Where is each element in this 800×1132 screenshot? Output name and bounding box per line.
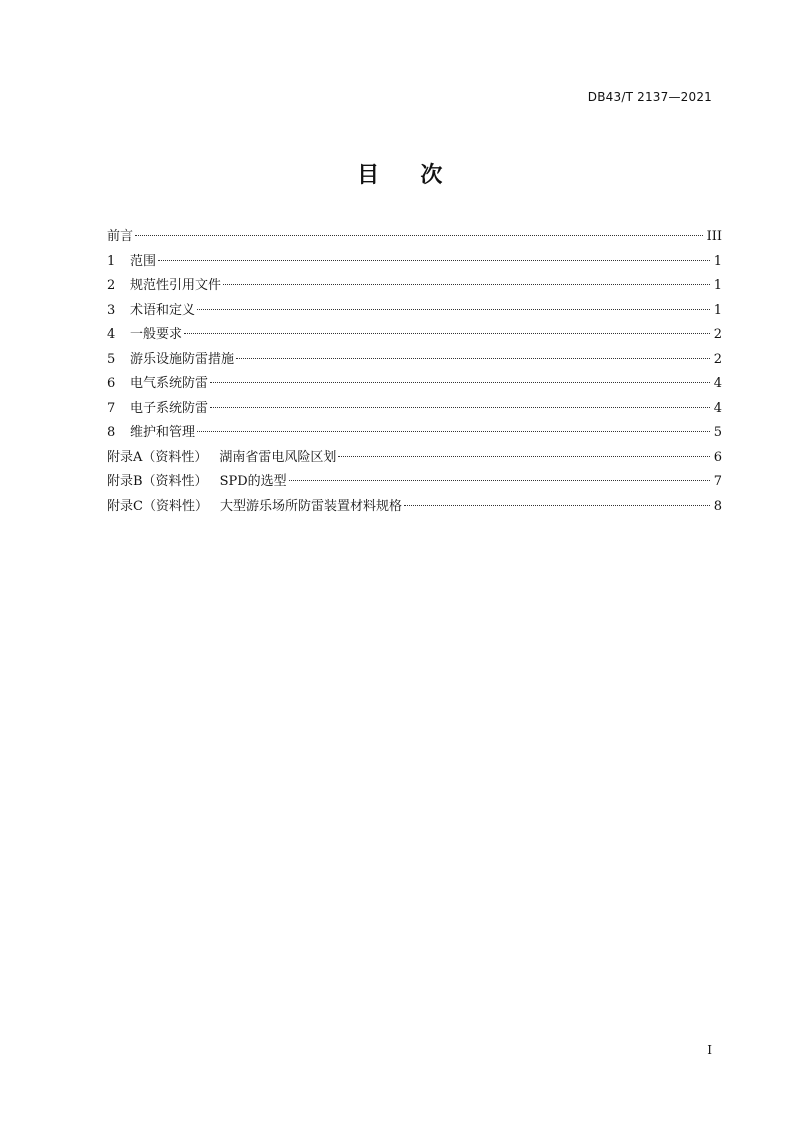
dot-leader: [338, 456, 709, 457]
toc-entry-page: 4: [713, 376, 722, 391]
toc-entry-appendix-b[interactable]: [107, 472, 722, 497]
dot-leader: [404, 505, 710, 506]
toc-entry-label: 维护和管理: [130, 425, 196, 440]
toc-entry-page: 1: [713, 278, 722, 293]
dot-leader: [210, 382, 710, 383]
toc-entry-page: 1: [713, 302, 722, 318]
toc-entry-page: 2: [713, 327, 722, 342]
toc-appendix-prefix: 附录A（资料性）: [107, 449, 208, 465]
dot-leader: [197, 309, 710, 310]
table-of-contents: [107, 227, 722, 521]
toc-entry-label: 前言: [107, 229, 134, 244]
toc-entry-page: 2: [713, 351, 722, 367]
toc-entry-number: 3: [107, 302, 116, 318]
toc-entry-page: 4: [713, 400, 722, 416]
toc-entry-label: 湖南省雷电风险区划: [219, 449, 337, 465]
toc-appendix-prefix: 附录B（资料性）: [107, 474, 208, 489]
toc-appendix-prefix: 附录C（资料性）: [107, 498, 208, 514]
dot-leader: [158, 260, 710, 261]
dot-leader: [184, 333, 710, 334]
toc-entry-number: 2: [107, 278, 116, 293]
toc-entry-7[interactable]: [107, 399, 722, 424]
toc-entry-label: 游乐设施防雷措施: [130, 351, 235, 367]
toc-entry-6[interactable]: [107, 374, 722, 399]
toc-entry-label: SPD的选型: [219, 474, 287, 489]
dot-leader: [236, 358, 710, 359]
toc-entry-page: 7: [713, 474, 722, 489]
toc-entry-page: III: [706, 229, 722, 244]
toc-entry-page: 6: [713, 449, 722, 465]
toc-entry-number: 6: [107, 376, 116, 391]
toc-entry-page: 5: [713, 425, 722, 440]
toc-entry-1[interactable]: [107, 252, 722, 277]
toc-entry-5[interactable]: [107, 350, 722, 375]
toc-entry-label: 术语和定义: [130, 302, 196, 318]
toc-entry-foreword[interactable]: [107, 227, 722, 252]
toc-entry-number: 4: [107, 327, 116, 342]
dot-leader: [223, 284, 710, 285]
dot-leader: [197, 431, 710, 432]
toc-entry-4[interactable]: [107, 325, 722, 350]
dot-leader: [210, 407, 710, 408]
toc-entry-number: 5: [107, 351, 116, 367]
toc-entry-label: 大型游乐场所防雷装置材料规格: [219, 498, 402, 514]
toc-entry-number: 8: [107, 425, 116, 440]
toc-entry-appendix-c[interactable]: [107, 497, 722, 522]
toc-entry-page: 8: [713, 498, 722, 514]
toc-entry-number: 7: [107, 400, 116, 416]
toc-entry-label: 规范性引用文件: [130, 278, 222, 293]
document-code: DB43/T 2137—2021: [587, 90, 712, 104]
page-title: 目 次: [357, 163, 443, 188]
toc-entry-8[interactable]: [107, 423, 722, 448]
dot-leader: [289, 480, 710, 481]
page-number: I: [707, 1043, 712, 1057]
toc-entry-number: 1: [107, 253, 116, 269]
toc-entry-page: 1: [713, 253, 722, 269]
toc-entry-2[interactable]: [107, 276, 722, 301]
toc-entry-appendix-a[interactable]: [107, 448, 722, 473]
toc-entry-label: 一般要求: [130, 327, 183, 342]
toc-entry-label: 电子系统防雷: [130, 400, 209, 416]
dot-leader: [135, 235, 703, 236]
toc-entry-label: 范围: [130, 253, 157, 269]
toc-entry-3[interactable]: [107, 301, 722, 326]
toc-entry-label: 电气系统防雷: [130, 376, 209, 391]
